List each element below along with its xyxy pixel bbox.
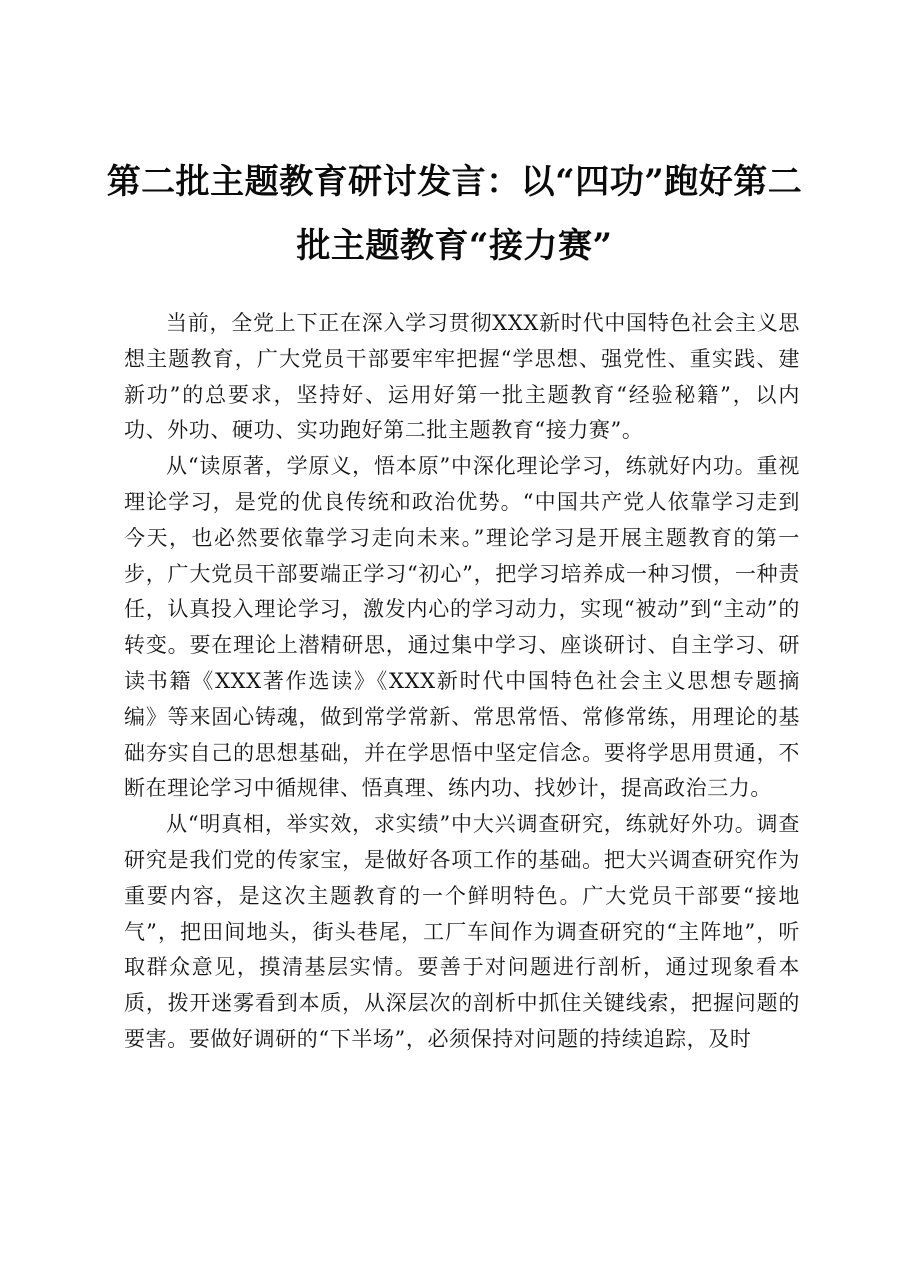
- paragraph-outer-skill: 从“明真相，举实效，求实绩”中大兴调查研究，练就好外功。调查研究是我们党的传家宝，是做好各项工作的基础。把大兴调查研究作为重要内容，是这次主题教育的一个鲜明特色。广大党员干部要“接地气”，把田间地头，街头巷尾，工厂车间作为调查研究的“主阵地”，听取群众意见，摸清基层实情。要善于对问题进行剖析，通过现象看本质，拨开迷雾看到本质，从深层次的剖析中抓住关键线索，把握问题的要害。要做好调研的“下半场”，必须保持对问题的持续追踪，及时: [124, 812, 800, 1051]
- document-title: 第二批主题教育研讨发言：以“四功”跑好第二批主题教育“接力赛”: [106, 162, 803, 266]
- paragraph-intro: 当前，全党上下正在深入学习贯彻XXX新时代中国特色社会主义思想主题教育，广大党员干部要牢牢把握“学思想、强党性、重实践、建新功”的总要求，坚持好、运用好第一批主题教育“经验秘籍”，以内功、外功、硬功、实功跑好第二批主题教育“接力赛”。: [124, 311, 800, 443]
- paragraph-inner-skill: 从“读原著，学原义，悟本原”中深化理论学习，练就好内功。重视理论学习，是党的优良传统和政治优势。“中国共产党人依靠学习走到今天，也必然要依靠学习走向未来。”理论学习是开展主题教育的第一步，广大党员干部要端正学习“初心”，把学习培养成一种习惯，一种责任，认真投入理论学习，激发内心的学习动力，实现“被动”到“主动”的转变。要在理论上潜精研思，通过集中学习、座谈研讨、自主学习、研读书籍《XXX著作选读》《XXX新时代中国特色社会主义思想专题摘编》等来固心铸魂，做到常学常新、常思常悟、常修常练，用理论的基础夯实自己的思想基础，并在学思悟中坚定信念。要将学思用贯通，不断在理论学习中循规律、悟真理、练内功、找妙计，提高政治三力。: [124, 454, 800, 801]
- document-body: [124, 306, 800, 1058]
